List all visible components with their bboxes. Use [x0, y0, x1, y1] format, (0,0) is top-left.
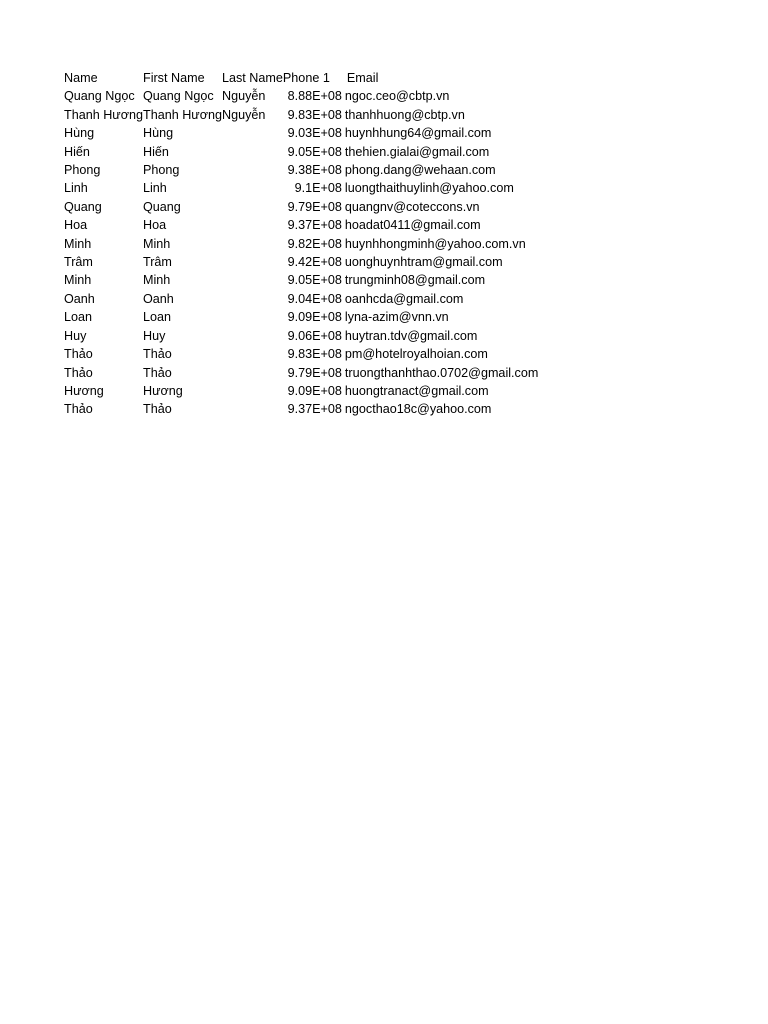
cell-name: Phong — [64, 163, 101, 178]
cell-first-name: Hương — [143, 383, 183, 398]
table-row — [64, 382, 647, 400]
header-last-name: Last Name — [222, 71, 283, 85]
cell-phone: 9.1E+08 — [294, 181, 342, 196]
cell-email: thanhhuong@cbtp.vn — [344, 107, 465, 122]
contacts-sheet — [64, 69, 704, 419]
cell-last-name — [222, 124, 283, 142]
table-row — [64, 106, 647, 124]
cell-phone: 9.09E+08 — [287, 383, 342, 398]
cell-email: trungminh08@gmail.com — [344, 273, 486, 288]
header-name: Name — [64, 71, 98, 85]
cell-name: Loan — [64, 310, 93, 325]
cell-last-name: Nguyễn — [222, 89, 266, 104]
cell-first-name: Minh — [143, 273, 171, 288]
cell-first-name: Minh — [143, 236, 171, 251]
table-row — [64, 161, 647, 179]
cell-phone: 9.83E+08 — [287, 347, 342, 362]
table-row — [64, 87, 647, 105]
cell-email: huytran.tdv@gmail.com — [344, 328, 478, 343]
cell-last-name — [222, 271, 283, 289]
cell-email: huynhhung64@gmail.com — [344, 126, 492, 141]
table-row — [64, 198, 647, 216]
contacts-table — [64, 69, 647, 419]
header-row — [64, 69, 647, 87]
cell-email: truongthanhthao.0702@gmail.com — [344, 365, 539, 380]
cell-last-name — [222, 179, 283, 197]
cell-name: Minh — [64, 236, 92, 251]
cell-email: huynhhongminh@yahoo.com.vn — [344, 236, 526, 251]
cell-name: Trâm — [64, 255, 93, 270]
cell-first-name: Phong — [143, 163, 180, 178]
cell-phone: 9.79E+08 — [287, 365, 342, 380]
cell-first-name: Thảo — [143, 347, 172, 362]
cell-last-name — [222, 198, 283, 216]
cell-phone: 9.09E+08 — [287, 310, 342, 325]
cell-last-name — [222, 161, 283, 179]
table-row — [64, 308, 647, 326]
cell-last-name — [222, 400, 283, 418]
table-row — [64, 400, 647, 418]
cell-email: uonghuynhtram@gmail.com — [344, 255, 503, 270]
table-row — [64, 235, 647, 253]
table-row — [64, 345, 647, 363]
cell-last-name — [222, 382, 283, 400]
table-row — [64, 290, 647, 308]
table-body — [64, 87, 647, 418]
cell-last-name — [222, 143, 283, 161]
cell-email: phong.dang@wehaan.com — [344, 163, 496, 178]
cell-phone: 9.06E+08 — [287, 328, 342, 343]
cell-phone: 9.79E+08 — [287, 199, 342, 214]
cell-last-name — [222, 327, 283, 345]
cell-first-name: Thanh Hương — [143, 107, 222, 122]
cell-phone: 9.05E+08 — [287, 273, 342, 288]
cell-first-name: Thảo — [143, 402, 172, 417]
cell-first-name: Quang — [143, 199, 181, 214]
cell-name: Huy — [64, 328, 87, 343]
cell-phone: 9.82E+08 — [287, 236, 342, 251]
cell-email: hoadat0411@gmail.com — [344, 218, 481, 233]
cell-first-name: Hùng — [143, 126, 174, 141]
cell-name: Oanh — [64, 291, 95, 306]
cell-last-name — [222, 290, 283, 308]
cell-first-name: Trâm — [143, 255, 172, 270]
cell-name: Hoa — [64, 218, 88, 233]
cell-last-name — [222, 253, 283, 271]
cell-last-name — [222, 364, 283, 382]
cell-name: Thảo — [64, 402, 93, 417]
table-row — [64, 271, 647, 289]
cell-email: ngocthao18c@yahoo.com — [344, 402, 492, 417]
cell-last-name — [222, 345, 283, 363]
cell-first-name: Thảo — [143, 365, 172, 380]
cell-first-name: Quang Ngọc — [143, 89, 214, 104]
cell-name: Thảo — [64, 365, 93, 380]
cell-email: pm@hotelroyalhoian.com — [344, 347, 488, 362]
cell-phone: 9.37E+08 — [287, 218, 342, 233]
cell-first-name: Linh — [143, 181, 167, 196]
table-row — [64, 364, 647, 382]
cell-last-name — [222, 235, 283, 253]
cell-name: Quang — [64, 199, 102, 214]
cell-phone: 9.38E+08 — [287, 163, 342, 178]
cell-name: Hùng — [64, 126, 95, 141]
header-email: Email — [346, 71, 379, 85]
table-row — [64, 124, 647, 142]
cell-first-name: Hoa — [143, 218, 167, 233]
table-row — [64, 179, 647, 197]
cell-last-name: Nguyễn — [222, 107, 266, 122]
cell-name: Quang Ngọc — [64, 89, 135, 104]
cell-name: Linh — [64, 181, 88, 196]
header-first-name: First Name — [143, 71, 205, 85]
cell-last-name — [222, 308, 283, 326]
cell-phone: 9.83E+08 — [287, 107, 342, 122]
header-phone: Phone 1 — [282, 71, 330, 85]
cell-name: Minh — [64, 273, 92, 288]
cell-first-name: Huy — [143, 328, 166, 343]
table-row — [64, 216, 647, 234]
cell-email: quangnv@coteccons.vn — [344, 199, 480, 214]
table-row — [64, 143, 647, 161]
cell-name: Hương — [64, 383, 104, 398]
cell-phone: 9.42E+08 — [287, 255, 342, 270]
table-row — [64, 253, 647, 271]
cell-email: ngoc.ceo@cbtp.vn — [344, 89, 450, 104]
cell-first-name: Oanh — [143, 291, 174, 306]
cell-phone: 9.37E+08 — [287, 402, 342, 417]
cell-phone: 8.88E+08 — [287, 89, 342, 104]
cell-name: Hiến — [64, 144, 90, 159]
cell-email: huongtranact@gmail.com — [344, 383, 489, 398]
cell-first-name: Hiến — [143, 144, 169, 159]
cell-name: Thảo — [64, 347, 93, 362]
cell-phone: 9.03E+08 — [287, 126, 342, 141]
cell-email: lyna-azim@vnn.vn — [344, 310, 449, 325]
cell-name: Thanh Hương — [64, 107, 143, 122]
cell-phone: 9.05E+08 — [287, 144, 342, 159]
cell-email: oanhcda@gmail.com — [344, 291, 464, 306]
cell-email: luongthaithuylinh@yahoo.com — [344, 181, 514, 196]
cell-last-name — [222, 216, 283, 234]
cell-email: thehien.gialai@gmail.com — [344, 144, 490, 159]
cell-first-name: Loan — [143, 310, 172, 325]
cell-phone: 9.04E+08 — [287, 291, 342, 306]
table-row — [64, 327, 647, 345]
